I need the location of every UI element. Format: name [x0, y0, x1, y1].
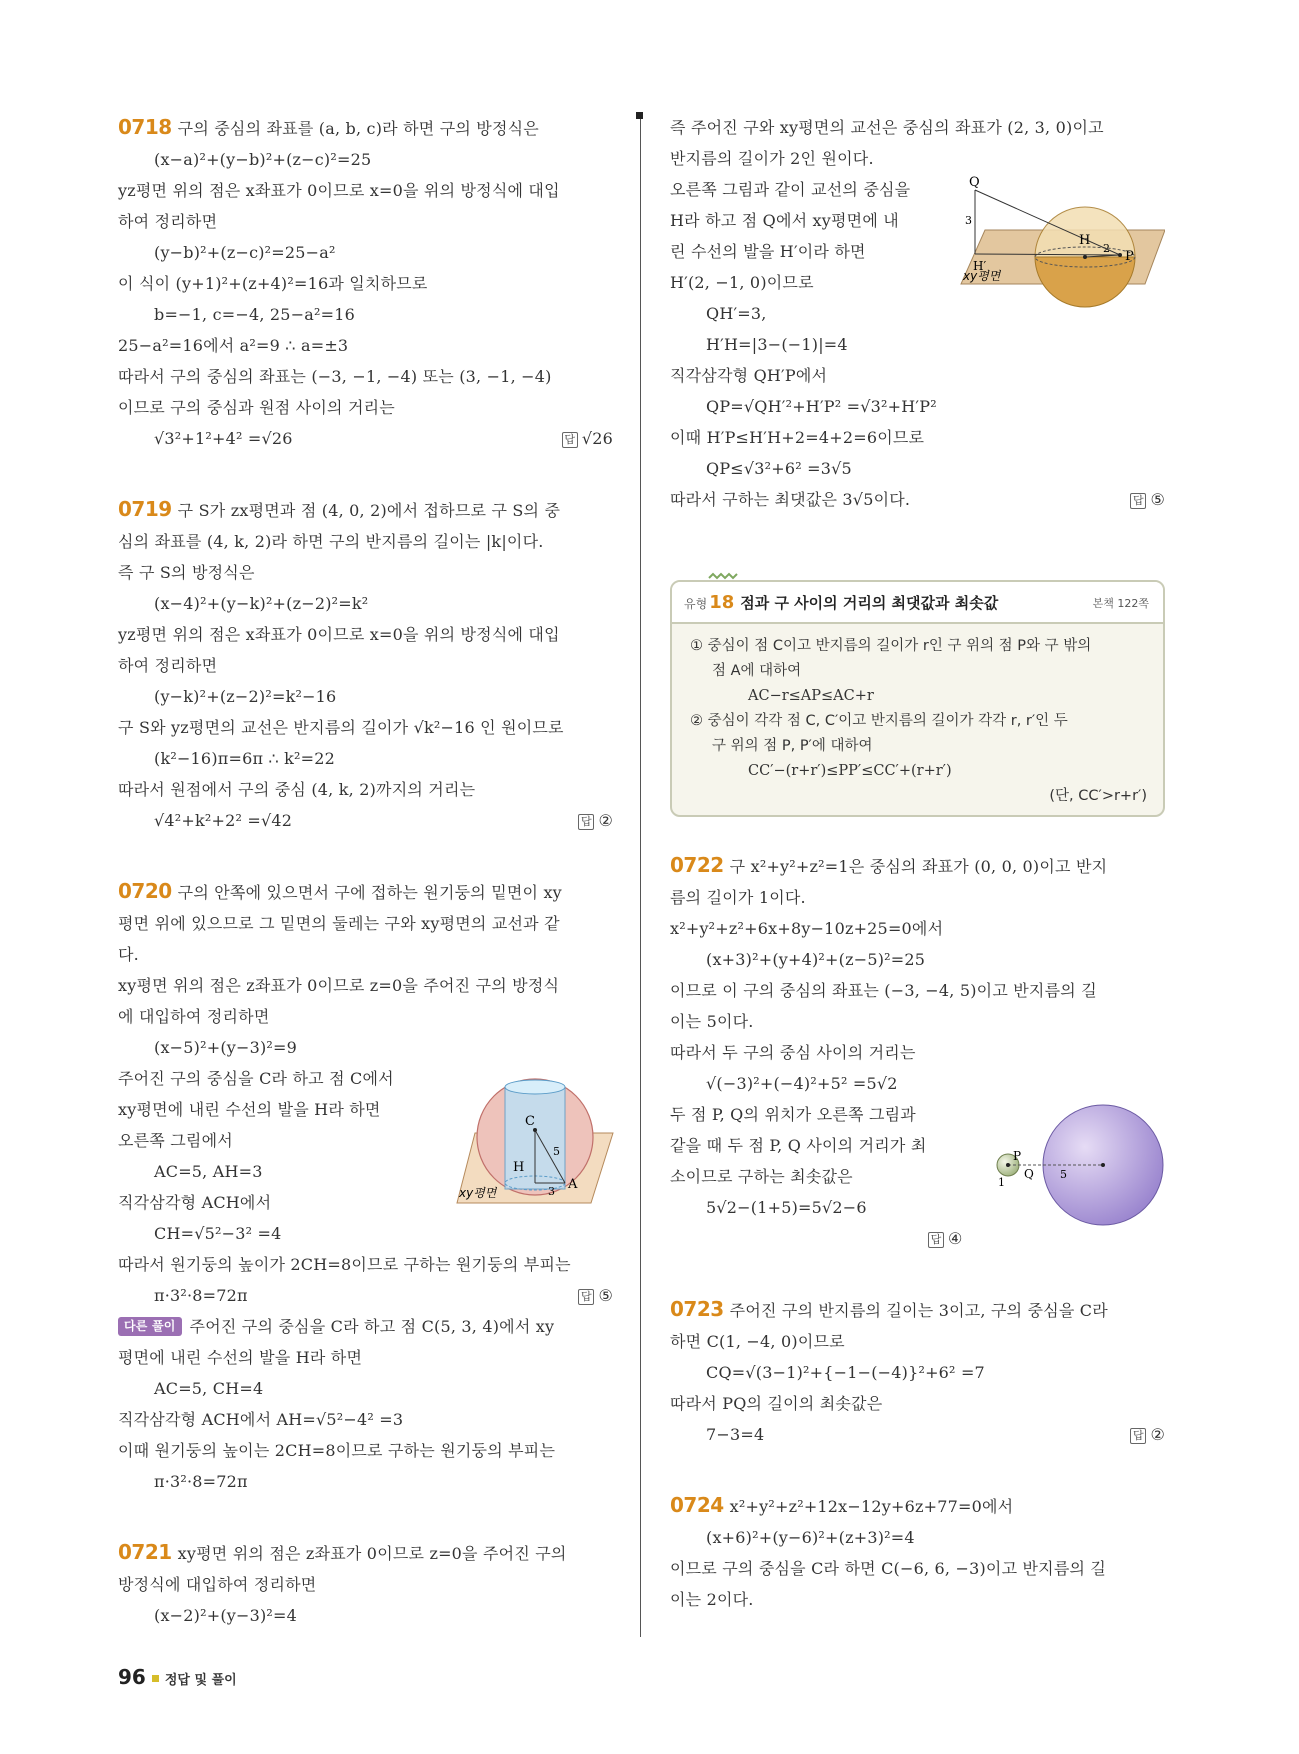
figure-0722	[990, 1100, 1165, 1230]
answer-icon: 답	[578, 1289, 594, 1305]
other-solution-badge: 다른 풀이	[118, 1317, 182, 1336]
answer-0723: 답 ②	[1130, 1419, 1165, 1450]
figure-0720	[455, 1075, 615, 1210]
answer-0720: 답 ⑤	[578, 1280, 613, 1311]
label-p: P	[1125, 249, 1134, 264]
type-label: 유형 18 점과 구 사이의 거리의 최댓값과 최솟값	[684, 592, 999, 613]
answer-0721: 답 ⑤	[1130, 484, 1165, 515]
footer-title: 정답 및 풀이	[164, 1673, 237, 1688]
problem-number: 0724	[670, 1493, 724, 1517]
answer-0718: 답 √26	[562, 423, 613, 454]
problem-number: 0720	[118, 879, 172, 903]
page-number: 96	[118, 1665, 146, 1689]
column-divider	[640, 112, 641, 1637]
label-one: 1	[998, 1176, 1005, 1189]
label-three: 3	[965, 214, 972, 227]
answer-0722: ④	[948, 1229, 963, 1248]
problem-number: 0722	[670, 853, 724, 877]
label-a: A	[568, 1177, 578, 1192]
label-three: 3	[548, 1185, 555, 1198]
footer-square-icon	[152, 1675, 159, 1682]
answer-icon: 답	[928, 1232, 944, 1248]
cylinder-top	[505, 1080, 565, 1094]
label-xy-plane: xy평면	[459, 1186, 497, 1200]
label-p: P	[1013, 1149, 1022, 1163]
problem-0723: 0723 주어진 구의 반지름의 길이는 3이고, 구의 중심을 C라 하면 C(1, −4, 0)이므로 CQ=√(3−1)²+{−1−(−4)}²+6² =7 따라서 PQ의 길이의 최솟값은 7−3=4 답 ②	[670, 1294, 1165, 1450]
concept-box	[670, 580, 1165, 817]
left-column	[118, 112, 613, 1631]
right-column-lower	[670, 850, 1165, 1615]
problem-number: 0718	[118, 115, 172, 139]
label-h: H	[1079, 233, 1091, 248]
point-h	[1083, 255, 1087, 259]
large-center	[1101, 1163, 1105, 1167]
answer-icon: 답	[1130, 493, 1146, 509]
problem-0724: 0724 x²+y²+z²+12x−12y+6z+77=0에서 (x+6)²+(y−6)²+(z+3)²=4 이므로 구의 중심을 C라 하면 C(−6, 6, −3)이고 반지름의 길 이는 2이다.	[670, 1493, 1107, 1609]
label-h: H	[513, 1160, 525, 1175]
concept-box-body: ① 중심이 점 C이고 반지름의 길이가 r인 구 위의 점 P와 구 밖의 점 A에 대하여 AC−r≤AP≤AC+r ② 중심이 각각 점 C, C′이고 반지름의 길이가 각각 r, r′인 두 구 위의 점 P, P′에 대하여 CC′−(r+r′)≤PP′≤CC′+(r+r′) (단, CC′>r+r′)	[690, 638, 1147, 804]
point-p	[1118, 253, 1122, 257]
problem-0721: 0721 xy평면 위의 점은 z좌표가 0이므로 z=0을 주어진 구의 방정식에 대입하여 정리하면 (x−2)²+(y−3)²=4	[118, 1540, 567, 1625]
problem-0720: 0720 구의 안쪽에 있으면서 구에 접하는 원기둥의 밑면이 xy 평면 위에 있으므로 그 밑면의 둘레는 구와 xy평면의 교선과 같 다. xy평면 위의 점은 z좌표가 0이므로 z=0을 주어진 구의 방정식 에 대입하여 정리하면 (x−5)²+(y−3)²=9 주어진 구의 중심을 C라 하고 점 C에서 xy평면에 내린 수선의 발을 H라 하면 오른쪽 그림에서 AC=5, AH=3 직각삼각형 ACH에서 CH=√5²−3² =4 따라서 원기둥의 높이가 2CH=8이므로 구하는 원기둥의 부피는 π·3²·8=72π 답 ⑤ 다른 풀이 주어진 구의 중심을 C라 하고 점 C(5, 3, 4)에서 xy 평면에 내린 수선의 발을 H라 하면 AC=5, CH=4 직각삼각형 ACH에서 AH=√5²−4² =3 이때 원기둥의 높이는 2CH=8이므로 구하는 원기둥의 부피는 π·3²·8=72π	[118, 879, 613, 1491]
answer-icon: 답	[562, 432, 578, 448]
label-c: C	[525, 1114, 535, 1129]
small-center	[1006, 1163, 1010, 1167]
concept-title: 점과 구 사이의 거리의 최댓값과 최솟값	[740, 594, 999, 612]
answer-0719: 답 ②	[578, 805, 613, 836]
problem-0718: 0718 구의 중심의 좌표를 (a, b, c)라 하면 구의 방정식은 (x−a)²+(y−b)²+(z−c)²=25 yz평면 위의 점은 x좌표가 0이므로 x=0을 위의 방정식에 대입 하여 정리하면 (y−b)²+(z−c)²=25−a² 이 식이 (y+1)²+(z+4)²=16과 일치하므로 b=−1, c=−4, 25−a²=16 25−a²=16에서 a²=9 ∴ a=±3 따라서 구의 중심의 좌표는 (−3, −1, −4) 또는 (3, −1, −4) 이므로 구의 중심과 원점 사이의 거리는 √3²+1²+4² =√26 답 √26	[118, 112, 613, 454]
label-q: Q	[969, 175, 980, 190]
label-q: Q	[1024, 1167, 1034, 1181]
problem-number: 0723	[670, 1297, 724, 1321]
answer-icon: 답	[1130, 1428, 1146, 1444]
label-five: 5	[553, 1145, 560, 1158]
problem-number: 0719	[118, 497, 172, 521]
label-five: 5	[1060, 1168, 1067, 1181]
type-number: 18	[709, 592, 735, 613]
concept-box-header	[672, 582, 1163, 624]
problem-number: 0721	[118, 1540, 172, 1564]
label-xy-plane: xy평면	[963, 269, 1001, 283]
label-two: 2	[1103, 242, 1110, 255]
problem-0722: 0722 구 x²+y²+z²=1은 중심의 좌표가 (0, 0, 0)이고 반지 름의 길이가 1이다. x²+y²+z²+6x+8y−10z+25=0에서 (x+3)²+(y+4)²+(z−5)²=25 이므로 이 구의 중심의 좌표는 (−3, −4, 5)이고 반지름의 길 이는 5이다. 따라서 두 구의 중심 사이의 거리는 √(−3)²+(−4)²+5² =5√2 두 점 P, Q의 위치가 오른쪽 그림과 같을 때 두 점 P, Q 사이의 거리가 최 소이므로 구하는 최솟값은 5√2−(1+5)=5√2−6 답 ④	[670, 853, 1108, 1248]
problem-0721-continued: 즉 주어진 구와 xy평면의 교선은 중심의 좌표가 (2, 3, 0)이고 반지름의 길이가 2인 원이다. 오른쪽 그림과 같이 교선의 중심을 H라 하고 점 Q에서 xy평면에 내 린 수선의 발을 H′이라 하면 H′(2, −1, 0)이므로 QH′=3, H′H=|3−(−1)|=4 직각삼각형 QH′P에서 QP=√QH′²+H′P² =√3²+H′P² 이때 H′P≤H′H+2=4+2=6이므로 QP≤√3²+6² =3√5 따라서 구하는 최댓값은 3√5이다. 답 ⑤	[670, 112, 1165, 515]
page-footer	[118, 1665, 237, 1689]
answer-icon: 답	[578, 814, 594, 830]
figure-0721	[955, 172, 1165, 332]
problem-0719: 0719 구 S가 zx평면과 점 (4, 0, 2)에서 접하므로 구 S의 중 심의 좌표를 (4, k, 2)라 하면 구의 반지름의 길이는 |k|이다. 즉 구 S의 방정식은 (x−4)²+(y−k)²+(z−2)²=k² yz평면 위의 점은 x좌표가 0이므로 x=0을 위의 방정식에 대입 하여 정리하면 (y−k)²+(z−2)²=k²−16 구 S와 yz평면의 교선은 반지름의 길이가 √k²−16 인 원이므로 (k²−16)π=6π ∴ k²=22 따라서 원점에서 구의 중심 (4, k, 2)까지의 거리는 √4²+k²+2² =√42 답 ②	[118, 494, 613, 836]
reference-page: 본책 122쪽	[1092, 597, 1149, 610]
label-h-prime: H′	[973, 259, 987, 273]
divider-marker	[636, 112, 643, 119]
